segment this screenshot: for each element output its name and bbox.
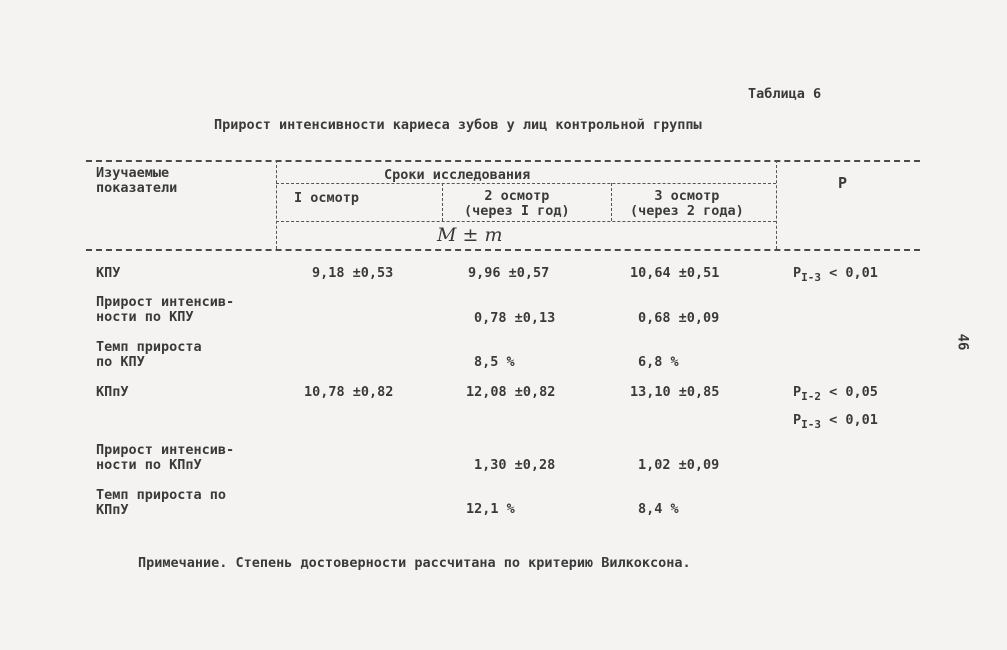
cell-p: $P_{I-2} < 0,05$: [793, 384, 878, 403]
cell-exam2: 0,78 ±0,13: [474, 310, 556, 326]
cell-exam2: 9,96 ±0,57: [468, 265, 550, 281]
col-divider-1: [276, 160, 277, 249]
header-exam2: 2 осмотр (через I год): [464, 188, 570, 219]
cell-exam3: 10,64 ±0,51: [630, 265, 720, 281]
row-label: Темп прироста по КПпУ: [96, 487, 227, 518]
cell-p: $P_{I-3} < 0,01$: [793, 412, 878, 431]
header-indicators: Изучаемые показатели: [96, 165, 178, 196]
col-divider-3: [611, 183, 612, 221]
header-group: Сроки исследования: [384, 167, 531, 183]
cell-exam2: 12,08 ±0,82: [466, 384, 556, 400]
cell-exam2: 1,30 ±0,28: [474, 457, 556, 473]
cell-exam1: 10,78 ±0,82: [304, 384, 394, 400]
table-title: Прирост интенсивности кариеса зубов у лиц контрольной группы: [214, 117, 702, 133]
row-label: КПУ: [96, 265, 121, 281]
page-number: 46: [954, 333, 971, 351]
row-label: Темп прироста по КПУ: [96, 339, 202, 370]
header-p: P: [838, 174, 848, 192]
table-label: Таблица 6: [748, 86, 822, 102]
header-exam1: I осмотр: [294, 190, 360, 206]
row-label: Прирост интенсив- ности по КПУ: [96, 294, 235, 325]
header-exam3: 3 осмотр (через 2 года): [630, 188, 744, 219]
cell-exam3: 6,8 %: [638, 354, 679, 370]
table-note: Примечание. Степень достоверности рассчитана по критерию Вилкоксона.: [138, 555, 691, 571]
row-label: Прирост интенсив- ности по КПпУ: [96, 442, 235, 473]
col-divider-2: [442, 183, 443, 221]
header-stat: M ± m: [437, 224, 503, 246]
cell-exam3: 13,10 ±0,85: [630, 384, 720, 400]
group-rule: [276, 183, 776, 184]
table-top-rule: [86, 160, 920, 162]
cell-exam3: 1,02 ±0,09: [638, 457, 720, 473]
cell-p: $P_{I-3} < 0,01$: [793, 265, 878, 284]
cell-exam2: 12,1 %: [466, 501, 515, 517]
row-label: КПпУ: [96, 384, 129, 400]
header-bottom-rule: [86, 249, 920, 251]
cell-exam3: 8,4 %: [638, 501, 679, 517]
subheader-rule: [276, 221, 776, 222]
cell-exam2: 8,5 %: [474, 354, 515, 370]
col-divider-4: [776, 160, 777, 249]
cell-exam3: 0,68 ±0,09: [638, 310, 720, 326]
cell-exam1: 9,18 ±0,53: [312, 265, 394, 281]
